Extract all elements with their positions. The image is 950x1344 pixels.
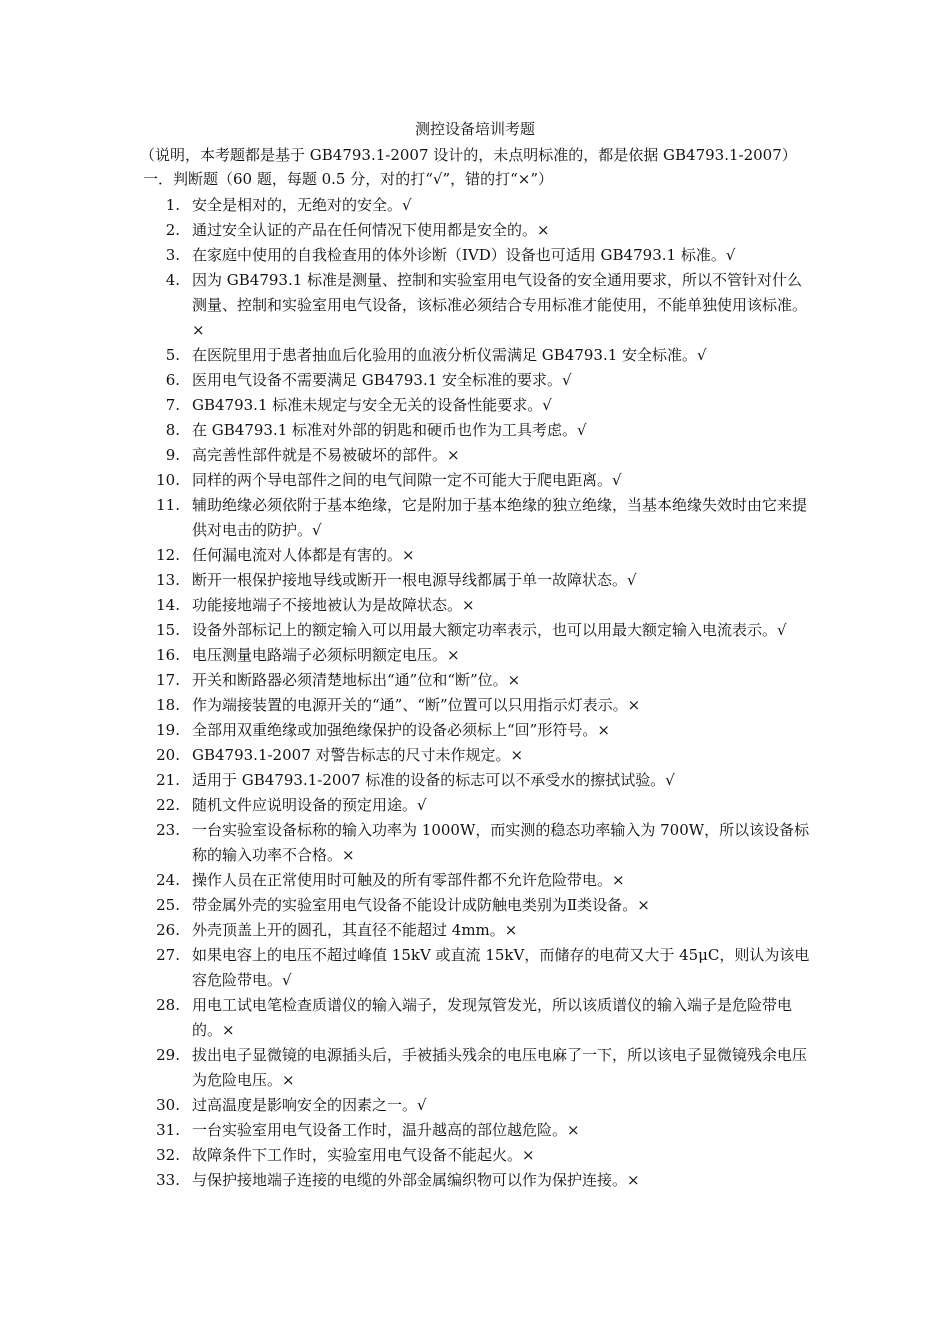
question-item xyxy=(150,343,810,368)
question-item xyxy=(150,368,810,393)
question-item xyxy=(150,618,810,643)
question-item xyxy=(150,868,810,893)
question-number: 19. xyxy=(156,721,180,739)
question-number: 23. xyxy=(156,821,180,839)
section-heading: 一．判断题（60 题，每题 0.5 分，对的打“√”，错的打“×”） xyxy=(143,170,554,188)
question-item xyxy=(150,418,810,443)
question-number: 29. xyxy=(156,1046,180,1064)
question-text: 随机文件应说明设备的预定用途。√ xyxy=(192,796,427,814)
question-number: 9. xyxy=(165,446,180,464)
question-text: 任何漏电流对人体都是有害的。× xyxy=(192,546,415,564)
question-item xyxy=(150,893,810,918)
question-number: 8. xyxy=(165,421,180,439)
question-text: 在医院里用于患者抽血后化验用的血液分析仪需满足 GB4793.1 安全标准。√ xyxy=(192,346,707,364)
question-text: 断开一根保护接地导线或断开一根电源导线都属于单一故障状态。√ xyxy=(192,571,637,589)
question-text: 因为 GB4793.1 标准是测量、控制和实验室用电气设备的安全通用要求，所以不管针对什么测量、控制和实验室用电气设备，该标准必须结合专用标准才能使用，不能单独使用该标准。× xyxy=(192,271,808,339)
question-item xyxy=(150,193,810,218)
question-number: 12. xyxy=(156,546,180,564)
question-number: 22. xyxy=(156,796,180,814)
question-text: 一台实验室设备标称的输入功率为 1000W，而实测的稳态功率输入为 700W，所以该设备标称的输入功率不合格。× xyxy=(192,821,810,864)
question-text: 与保护接地端子连接的电缆的外部金属编织物可以作为保护连接。× xyxy=(192,1171,640,1189)
question-item xyxy=(150,693,810,718)
question-text: 通过安全认证的产品在任何情况下使用都是安全的。× xyxy=(192,221,550,239)
question-item xyxy=(150,1043,810,1093)
question-number: 28. xyxy=(156,996,180,1014)
question-item xyxy=(150,743,810,768)
question-text: 如果电容上的电压不超过峰值 15kV 或直流 15kV，而储存的电荷又大于 45μC，则认为该电容危险带电。√ xyxy=(192,946,810,989)
question-number: 21. xyxy=(156,771,180,789)
question-text: 故障条件下工作时，实验室用电气设备不能起火。× xyxy=(192,1146,535,1164)
question-number: 31. xyxy=(156,1121,180,1139)
question-item xyxy=(150,443,810,468)
question-text: 全部用双重绝缘或加强绝缘保护的设备必须标上“回”形符号。× xyxy=(192,721,610,739)
question-number: 32. xyxy=(156,1146,180,1164)
question-number: 3. xyxy=(165,246,180,264)
question-number: 18. xyxy=(156,696,180,714)
question-list xyxy=(150,193,810,1193)
question-item xyxy=(150,1093,810,1118)
question-item xyxy=(150,918,810,943)
question-number: 2. xyxy=(165,221,180,239)
question-text: 功能接地端子不接地被认为是故障状态。× xyxy=(192,596,475,614)
question-text: 一台实验室用电气设备工作时，温升越高的部位越危险。× xyxy=(192,1121,580,1139)
question-text: 拔出电子显微镜的电源插头后，手被插头残余的电压电麻了一下，所以该电子显微镜残余电压为危险电压。× xyxy=(192,1046,808,1089)
question-item xyxy=(150,468,810,493)
question-number: 27. xyxy=(156,946,180,964)
question-text: 外壳顶盖上开的圆孔，其直径不能超过 4mm。× xyxy=(192,921,518,939)
question-number: 26. xyxy=(156,921,180,939)
question-number: 13. xyxy=(156,571,180,589)
question-text: 用电工试电笔检查质谱仪的输入端子，发现氖管发光，所以该质谱仪的输入端子是危险带电的。× xyxy=(192,996,793,1039)
question-item xyxy=(150,1118,810,1143)
question-number: 4. xyxy=(165,271,180,289)
question-item xyxy=(150,593,810,618)
question-text: 同样的两个导电部件之间的电气间隙一定不可能大于爬电距离。√ xyxy=(192,471,622,489)
question-number: 11. xyxy=(156,496,180,514)
question-number: 33. xyxy=(156,1171,180,1189)
question-item xyxy=(150,1143,810,1168)
question-number: 30. xyxy=(156,1096,180,1114)
question-number: 7. xyxy=(165,396,180,414)
question-text: 设备外部标记上的额定输入可以用最大额定功率表示，也可以用最大额定输入电流表示。√ xyxy=(192,621,787,639)
question-item xyxy=(150,218,810,243)
question-item xyxy=(150,543,810,568)
page-title: 测控设备培训考题 xyxy=(414,120,535,138)
question-item xyxy=(150,568,810,593)
question-text: 在 GB4793.1 标准对外部的钥匙和硬币也作为工具考虑。√ xyxy=(192,421,587,439)
question-item xyxy=(150,943,810,993)
question-number: 24. xyxy=(156,871,180,889)
question-item xyxy=(150,393,810,418)
question-text: 作为端接装置的电源开关的“通”、“断”位置可以只用指示灯表示。× xyxy=(192,696,641,714)
question-text: 操作人员在正常使用时可触及的所有零部件都不允许危险带电。× xyxy=(192,871,625,889)
question-number: 25. xyxy=(156,896,180,914)
question-number: 17. xyxy=(156,671,180,689)
question-text: 在家庭中使用的自我检查用的体外诊断（IVD）设备也可适用 GB4793.1 标准。√ xyxy=(192,246,736,264)
question-item xyxy=(150,793,810,818)
question-item xyxy=(150,268,810,343)
question-number: 15. xyxy=(156,621,180,639)
standard-note: （说明，本考题都是基于 GB4793.1-2007 设计的，未点明标准的，都是依据 GB4793.1-2007） xyxy=(140,146,797,164)
question-text: 适用于 GB4793.1-2007 标准的设备的标志可以不承受水的擦拭试验。√ xyxy=(192,771,675,789)
question-item xyxy=(150,243,810,268)
question-item xyxy=(150,818,810,868)
question-text: GB4793.1 标准未规定与安全无关的设备性能要求。√ xyxy=(192,396,552,414)
question-text: 带金属外壳的实验室用电气设备不能设计成防触电类别为Ⅱ类设备。× xyxy=(192,896,650,914)
question-number: 14. xyxy=(156,596,180,614)
question-number: 6. xyxy=(165,371,180,389)
question-item xyxy=(150,993,810,1043)
question-text: 医用电气设备不需要满足 GB4793.1 安全标准的要求。√ xyxy=(192,371,572,389)
question-number: 20. xyxy=(156,746,180,764)
question-item xyxy=(150,643,810,668)
question-item xyxy=(150,1168,810,1193)
question-text: GB4793.1-2007 对警告标志的尺寸未作规定。× xyxy=(192,746,524,764)
question-text: 开关和断路器必须清楚地标出“通”位和“断”位。× xyxy=(192,671,521,689)
question-item xyxy=(150,768,810,793)
question-text: 过高温度是影响安全的因素之一。√ xyxy=(192,1096,427,1114)
question-item xyxy=(150,718,810,743)
question-item xyxy=(150,493,810,543)
question-number: 5. xyxy=(165,346,180,364)
question-number: 10. xyxy=(156,471,180,489)
question-number: 1. xyxy=(165,196,180,214)
question-text: 辅助绝缘必须依附于基本绝缘，它是附加于基本绝缘的独立绝缘，当基本绝缘失效时由它来提供对电击的防护。√ xyxy=(192,496,808,539)
question-item xyxy=(150,668,810,693)
question-number: 16. xyxy=(156,646,180,664)
question-text: 电压测量电路端子必须标明额定电压。× xyxy=(192,646,460,664)
question-text: 安全是相对的，无绝对的安全。√ xyxy=(192,196,412,214)
question-text: 高完善性部件就是不易被破坏的部件。× xyxy=(192,446,460,464)
